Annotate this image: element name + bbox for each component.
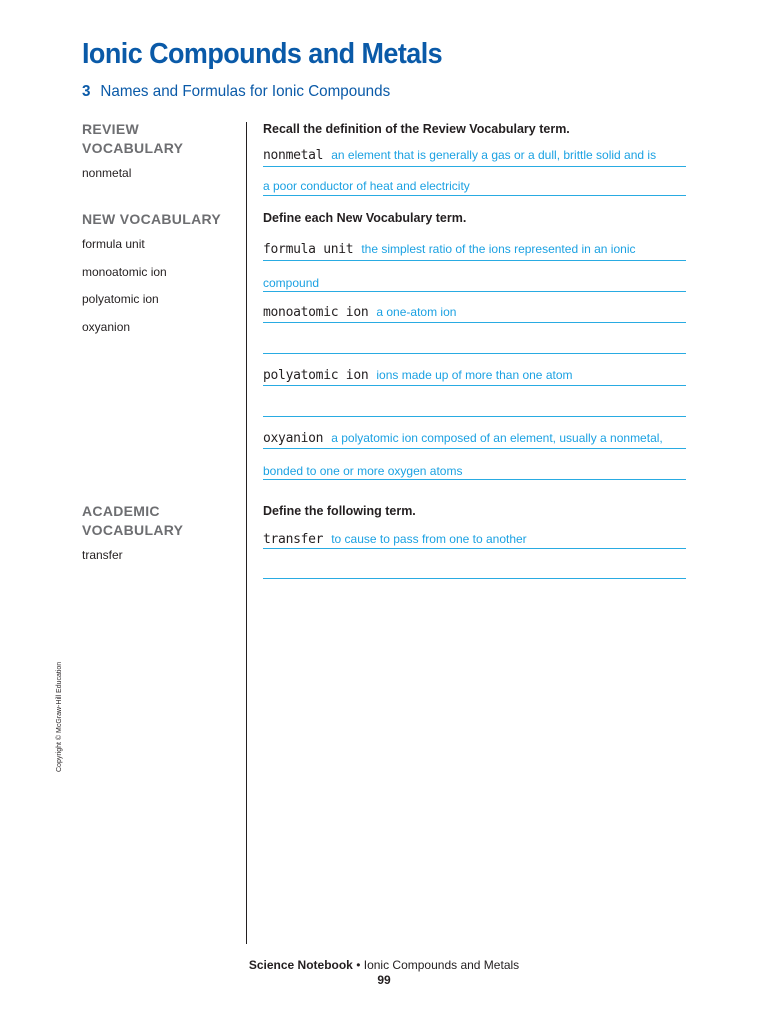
answer-rule <box>263 322 686 323</box>
answer-rule <box>263 166 686 167</box>
term-oxyanion: oxyanion <box>263 431 324 446</box>
answer-rule <box>263 385 686 386</box>
entry-line-monoatomic-ion-1 <box>263 303 686 321</box>
footer-book: Science Notebook <box>248 958 353 972</box>
answer-rule <box>263 195 686 196</box>
entry-line-formula-unit-2 <box>263 274 686 292</box>
section-name: Names and Formulas for Ionic Compounds <box>100 83 391 100</box>
new-vocabulary-heading: NEW VOCABULARY <box>82 211 222 227</box>
review-item-nonmetal: nonmetal <box>82 166 132 180</box>
answer-monoatomic-ion-1: a one-atom ion <box>376 305 457 319</box>
academic-item-transfer: transfer <box>82 548 123 562</box>
answer-formula-unit-2: compound <box>263 276 320 290</box>
answer-rule <box>263 353 686 354</box>
term-nonmetal: nonmetal <box>263 148 324 163</box>
section-title <box>82 83 390 101</box>
copyright-notice: Copyright © McGraw-Hill Education <box>56 661 63 772</box>
term-transfer: transfer <box>263 532 324 547</box>
new-instruction: Define each New Vocabulary term. <box>263 211 467 225</box>
answer-rule <box>263 260 686 261</box>
review-heading-1: REVIEW <box>82 121 140 137</box>
answer-rule <box>263 479 686 480</box>
term-monoatomic-ion: monoatomic ion <box>263 305 369 320</box>
page-footer <box>0 958 768 972</box>
new-item-formula-unit: formula unit <box>82 237 145 251</box>
academic-instruction: Define the following term. <box>263 504 416 518</box>
page-title: Ionic Compounds and Metals <box>82 38 443 70</box>
footer-separator: • <box>352 958 364 972</box>
answer-rule <box>263 291 686 292</box>
new-item-polyatomic-ion: polyatomic ion <box>82 292 159 306</box>
answer-rule <box>263 548 686 549</box>
answer-nonmetal-2: a poor conductor of heat and electricity <box>263 179 470 193</box>
review-heading-2: VOCABULARY <box>82 140 184 156</box>
column-divider <box>246 122 247 944</box>
review-instruction: Recall the definition of the Review Vocabulary term. <box>263 122 570 136</box>
entry-line-polyatomic-ion-1 <box>263 366 686 384</box>
page-number: 99 <box>377 973 391 987</box>
academic-heading-1: ACADEMIC <box>82 503 160 519</box>
review-vocabulary-block <box>82 120 232 158</box>
entry-line-nonmetal-1 <box>263 146 686 164</box>
academic-vocabulary-block <box>82 502 232 540</box>
answer-polyatomic-ion-1: ions made up of more than one atom <box>376 368 573 382</box>
answer-formula-unit-1: the simplest ratio of the ions represented in an ionic <box>361 242 636 256</box>
entry-line-transfer-1 <box>263 530 686 548</box>
academic-heading-2: VOCABULARY <box>82 522 184 538</box>
answer-rule <box>263 448 686 449</box>
term-polyatomic-ion: polyatomic ion <box>263 368 369 383</box>
answer-transfer-1: to cause to pass from one to another <box>331 532 527 546</box>
footer-chapter: Ionic Compounds and Metals <box>363 958 520 972</box>
entry-line-nonmetal-2 <box>263 177 686 195</box>
entry-line-oxyanion-2 <box>263 462 686 480</box>
answer-nonmetal-1: an element that is generally a gas or a dull, brittle solid and is <box>331 148 657 162</box>
entry-line-formula-unit-1 <box>263 240 686 258</box>
entry-line-oxyanion-1 <box>263 429 686 447</box>
answer-rule <box>263 578 686 579</box>
new-item-oxyanion: oxyanion <box>82 320 131 334</box>
answer-oxyanion-1: a polyatomic ion composed of an element, usually a nonmetal, <box>331 431 663 445</box>
answer-oxyanion-2: bonded to one or more oxygen atoms <box>263 464 463 478</box>
term-formula-unit: formula unit <box>263 242 354 257</box>
section-number: 3 <box>82 83 91 100</box>
answer-rule <box>263 416 686 417</box>
new-item-monoatomic-ion: monoatomic ion <box>82 265 167 279</box>
